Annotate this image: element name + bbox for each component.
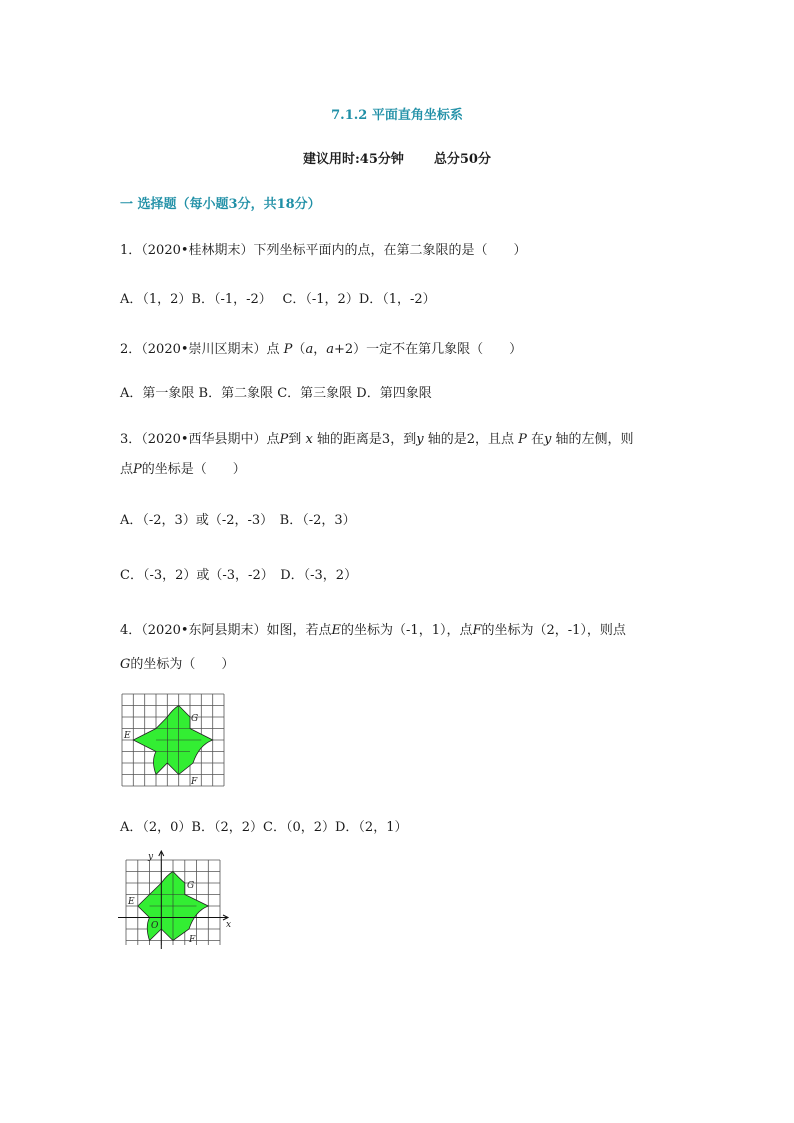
section-heading: 一 选择题（每小题3分，共18分） bbox=[120, 197, 321, 212]
label-f: F bbox=[191, 777, 198, 787]
label-e: E bbox=[128, 897, 135, 907]
label-g: G bbox=[187, 881, 195, 891]
label-x-axis: x bbox=[226, 920, 232, 930]
subtitle bbox=[0, 148, 794, 167]
q4-options: A．（2，0）B．（2，2）C．（0，2）D．（2，1） bbox=[120, 820, 408, 835]
q2-options: A．第一象限 B．第二象限 C．第三象限 D．第四象限 bbox=[120, 386, 432, 401]
label-origin: O bbox=[151, 921, 159, 931]
q4-stem-line1: 4．（2020•东阿县期末）如图，若点E的坐标为（-1，1），点F的坐标为（2，-1），则点 bbox=[120, 623, 626, 638]
q3-stem-line2: 点P的坐标是（ ） bbox=[120, 462, 246, 477]
label-e: E bbox=[124, 731, 131, 741]
page-title: 7.1.2 平面直角坐标系 bbox=[331, 108, 463, 123]
leaf-axes-figure bbox=[117, 850, 233, 950]
total-score: 总分50分 bbox=[433, 152, 491, 167]
q3-stem-line1: 3．（2020•西华县期中）点P到 x 轴的距离是3，到y 轴的是2，且点 P 在y 轴的左侧，则 bbox=[120, 432, 634, 447]
q2-stem: 2．（2020•崇川区期末）点 P（a，a+2）一定不在第几象限（ ） bbox=[120, 342, 523, 357]
label-g: G bbox=[191, 714, 199, 724]
q4-stem-line2: G的坐标为（ ） bbox=[120, 657, 235, 672]
q1-stem: 1．（2020•桂林期末）下列坐标平面内的点，在第二象限的是（ ） bbox=[120, 243, 527, 258]
q1-options: A．（1，2）B．（-1，-2） C．（-1，2）D．（1，-2） bbox=[120, 292, 436, 307]
label-y-axis: y bbox=[148, 852, 154, 862]
q3-options-ab: A．（-2，3）或（-2，-3） B．（-2，3） bbox=[120, 513, 356, 528]
label-f: F bbox=[189, 935, 196, 945]
leaf-grid-figure bbox=[121, 693, 225, 787]
q3-options-cd: C．（-3，2）或（-3，-2） D．（-3，2） bbox=[120, 568, 358, 583]
time-limit: 建议用时:45分钟 bbox=[303, 152, 404, 167]
